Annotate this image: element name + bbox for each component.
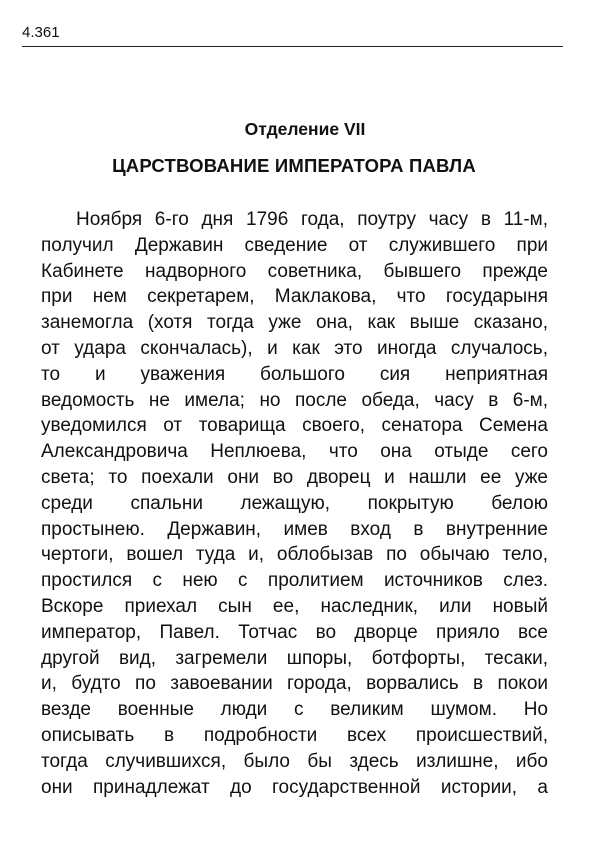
text-line: уведомился от товарища своего, сенатора Семена — [41, 415, 548, 437]
text-line: занемогла (хотя тогда уже она, как выше сказано, — [41, 312, 548, 334]
text-line: и, будто по завоевании города, ворвались в покои — [41, 673, 548, 695]
text-line: везде военные люди с великим шумом. Но — [41, 699, 548, 721]
text-line: они принадлежат до государственной истории, а — [41, 776, 548, 798]
text-line: света; то поехали они во дворец и нашли ее уже — [41, 466, 548, 488]
text-line: простился с нею с пролитием источников слез. — [41, 570, 548, 592]
text-line: описывать в подробности всех происшествий, — [41, 724, 548, 746]
text-line: тогда случившихся, было бы здесь излишне, ибо — [41, 750, 548, 772]
text-line: от удара скончалась), и как это иногда случалось, — [41, 337, 548, 359]
text-line: Вскоре приехал сын ее, наследник, или новый — [41, 595, 548, 617]
text-line: ведомость не имела; но после обеда, часу в 6-м, — [41, 389, 548, 411]
page-number: 4.361 — [22, 24, 60, 41]
text-line: среди спальни лежащую, покрытую белою — [41, 492, 548, 514]
text-line: то и уважения большого сия неприятная — [41, 363, 548, 385]
body-text — [41, 207, 548, 800]
text-line: Ноября 6-го дня 1796 года, поутру часу в 11-м, — [76, 209, 548, 230]
chapter-title: ЦАРСТВОВАНИЕ ИМПЕРАТОРА ПАВЛА — [112, 155, 476, 176]
section-heading: Отделение VII — [244, 119, 366, 139]
text-line: при нем секретарем, Маклакова, что государыня — [41, 286, 548, 308]
text-line: простынею. Державин, имев вход в внутренние — [41, 518, 548, 540]
text-line: получил Державин сведение от служившего при — [41, 234, 548, 256]
text-line: император, Павел. Тотчас во дворце прияло все — [41, 621, 548, 643]
text-line: другой вид, загремели шпоры, ботфорты, тесаки, — [41, 647, 548, 669]
header-rule — [22, 46, 563, 47]
text-line: чертоги, вошел туда и, облобызав по обычаю тело, — [41, 544, 548, 566]
text-line: Александровича Неплюева, что она отыде сего — [41, 441, 548, 463]
text-line: Кабинете надворного советника, бывшего прежде — [41, 260, 548, 282]
